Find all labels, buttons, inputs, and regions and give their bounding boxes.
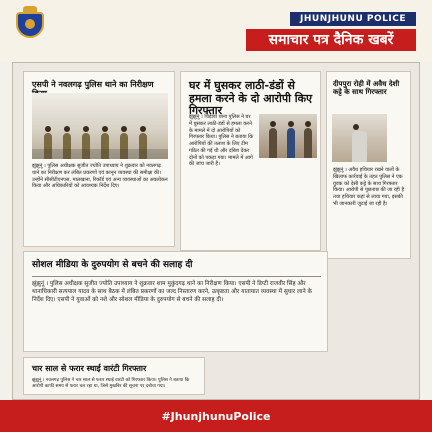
article-right-top-headline: दीपपुरा रोही में अवैध देशी कट्टे के साथ गिरफ्तार bbox=[333, 80, 400, 97]
page-title: समाचार पत्र दैनिक खबरें bbox=[246, 29, 416, 51]
article-left-top-headline: एसपी ने नवलगढ़ पुलिस थाने का निरीक्षण bbox=[32, 80, 154, 89]
article-left-top-photo bbox=[32, 93, 168, 159]
article-left-top-body: झुंझुनूं । पुलिस अधीक्षक सुजीत ज्योति उपाध्याय ने शुक्रवार को नवलगढ़ थाने का निरीक्षण कर लंबित प्रकरणों एवं कानून व्यवस्था की समीक्षा की। उन्होंने सीसीटीएनएस, मालखाना, रिकॉर्ड एवं अन्य व्यवस्थाओं का अवलोकन किया और अधिकारियों को आवश्यक निर्देश दिए। bbox=[32, 163, 168, 190]
article-middle-top-photo bbox=[259, 114, 317, 158]
hashtag: #JhunjhunuPolice bbox=[150, 408, 282, 425]
brand-title: JHUNJHUNU POLICE bbox=[290, 12, 416, 26]
article-middle-top-headline: घर में घुसकर लाठी-डंडों से हमला करने के दो आरोपी किए गिरफ्तार bbox=[189, 79, 313, 118]
article-middle bbox=[23, 251, 328, 352]
article-right-top bbox=[326, 71, 411, 259]
article-right-top-body: झुंझुनूं । अवैध हथियार रखने वालों के खिलाफ कार्रवाई के तहत पुलिस ने एक युवक को देसी कट्टे के साथ गिरफ्तार किया। आरोपी से पूछताछ की जा रही है तथा हथियार कहां से लाया गया, इसकी भी जानकारी जुटाई जा रही है। bbox=[333, 167, 405, 207]
article-bottom bbox=[23, 357, 205, 395]
article-middle-body: झुंझुनूं । पुलिस अधीक्षक सुजीत ज्योति उपाध्याय ने शुक्रवार शाम मुकुंदगढ़ थाने का निरीक्षण किया। एसपी ने डिप्टी राजवीर सिंह और थानाधिकारी सत्यपाल यादव के साथ बैठक में लंबित प्रकरणों का जल्द निस्तारण करने, उत्कृष्टता और यातायात व्यवस्था में सुधार लाने के निर्देश दिए। एसपी ने युवाओं को नशे और सोशल मीडिया के दुरुपयोग से बचने की सलाह दी। bbox=[32, 281, 312, 303]
article-left-top bbox=[23, 71, 175, 247]
article-middle-top-body: झुंझुनूं । चिड़ावा थाना पुलिस ने घर में घुसकर लाठी-डंडों से हमला करने के मामले में दो आरोपियों को गिरफ्तार किया। पुलिस ने बताया कि आरोपियों की तलाश के लिए टीम गठित की गई थी और दबिश देकर दोनों को पकड़ा गया। मामले में आगे की जांच जारी है। bbox=[189, 114, 254, 168]
article-right-top-photo bbox=[332, 114, 387, 162]
top-banner bbox=[0, 0, 432, 62]
article-bottom-body: झुंझुनूं । नवलगढ़ पुलिस ने चार साल से फरार स्थाई वारंटी को गिरफ्तार किया। पुलिस ने बताया कि आरोपी काफी समय से फरार चल रहा था, जिसे मुखबिर की सूचना पर दबोचा गया। bbox=[32, 378, 190, 390]
article-middle-top bbox=[180, 71, 321, 251]
rajasthan-police-emblem-icon bbox=[14, 6, 46, 40]
article-bottom-headline: चार साल से फरार स्थाई वारंटी गिरफ्तार bbox=[32, 364, 147, 373]
newspaper-sheet bbox=[12, 62, 420, 400]
article-middle-headline: सोशल मीडिया के दुरुपयोग से बचने की सलाह दी bbox=[32, 260, 193, 270]
footer-bar bbox=[0, 400, 432, 432]
